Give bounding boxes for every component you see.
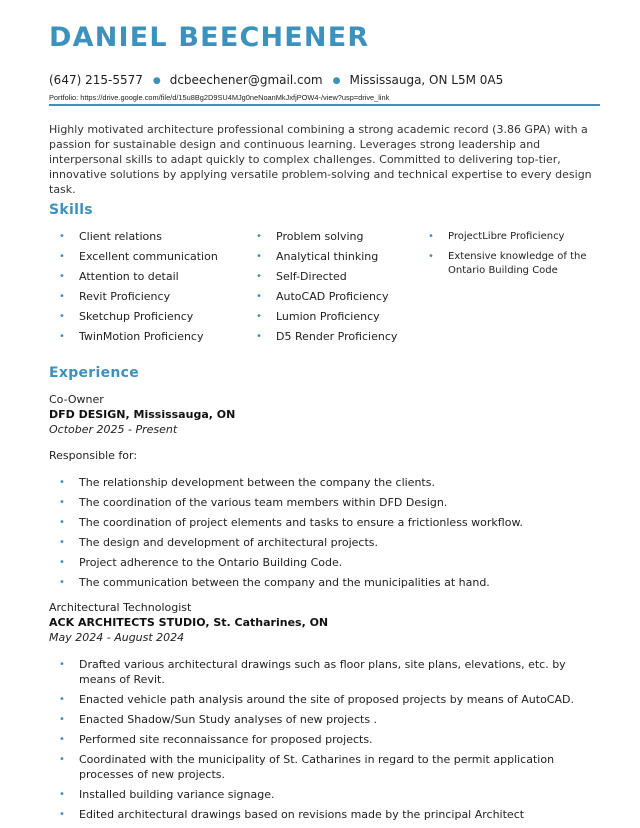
skills-column-1: [49, 229, 249, 349]
job-bullet: • The coordination of the various team members within DFD Design.: [49, 495, 605, 510]
job-bullet: • Installed building variance signage.: [49, 787, 605, 802]
skill-item: • D5 Render Proficiency: [246, 329, 426, 349]
job-header-ack: [49, 600, 328, 645]
job-bullet: • The design and development of architectural projects.: [49, 535, 605, 550]
header-divider: [49, 104, 600, 106]
professional-summary: Highly motivated architecture professional combining a strong academic record (3.86 GPA) with a passion for sustainable design and continuous learning. Leverages strong leadership and interpersonal skills to adapt quickly to complex challenges. Committed to delivering top-tier, innovative solutions by applying versatile problem-solving and technical expertise to every design task.: [49, 123, 592, 196]
skill-item: • Revit Proficiency: [49, 289, 249, 309]
job-bullet: • The coordination of project elements and tasks to ensure a frictionless workflow.: [49, 515, 605, 530]
skill-item: • ProjectLibre Proficiency: [418, 230, 593, 250]
skill-item: • Lumion Proficiency: [246, 309, 426, 329]
skill-item: • Sketchup Proficiency: [49, 309, 249, 329]
skill-item: • Attention to detail: [49, 269, 249, 289]
job-title: Co-Owner: [49, 393, 104, 406]
contact-line: [49, 73, 503, 87]
bullet-separator-icon: ●: [332, 76, 341, 86]
job-bullet: • Project adherence to the Ontario Building Code.: [49, 555, 605, 570]
candidate-name: DANIEL BEECHENER: [49, 22, 370, 53]
job-bullet: • Drafted various architectural drawings such as floor plans, site plans, elevations, etc. by means of Revit.: [49, 657, 605, 687]
skill-item: • AutoCAD Proficiency: [246, 289, 426, 309]
responsibilities-intro: Responsible for:: [49, 449, 138, 462]
phone-number: (647) 215-5577: [49, 73, 143, 87]
skill-item: • Excellent communication: [49, 249, 249, 269]
job-header-dfd: [49, 392, 235, 437]
job-dates: May 2024 - August 2024: [49, 631, 185, 644]
skill-item: • Analytical thinking: [246, 249, 426, 269]
job-bullet: • Enacted vehicle path analysis around the site of proposed projects by means of AutoCAD.: [49, 692, 605, 707]
location: Mississauga, ON L5M 0A5: [349, 73, 504, 87]
experience-heading: Experience: [49, 365, 140, 381]
job-company: ACK ARCHITECTS STUDIO, St. Catharines, ON: [49, 616, 329, 629]
skill-item: • Self-Directed: [246, 269, 426, 289]
skill-item: • Client relations: [49, 229, 249, 249]
skills-column-2: [246, 229, 426, 349]
job-company: DFD DESIGN, Mississauga, ON: [49, 408, 236, 421]
portfolio-link[interactable]: Portfolio: https://drive.google.com/file/d/15u8Bg2D9SU4MJg0neNoanMkJxfjPOW4-/view?usp=drive_link: [49, 93, 390, 102]
job-bullet: • The relationship development between the company the clients.: [49, 475, 605, 490]
job-dates: October 2025 - Present: [49, 423, 178, 436]
job-bullet: • Enacted Shadow/Sun Study analyses of new projects .: [49, 712, 605, 727]
skills-heading: Skills: [49, 202, 93, 218]
bullet-separator-icon: ●: [152, 76, 161, 86]
job-bullet: • Edited architectural drawings based on revisions made by the principal Architect: [49, 807, 605, 822]
job-title: Architectural Technologist: [49, 601, 192, 614]
skill-item: • Extensive knowledge of the Ontario Building Code: [418, 250, 593, 280]
job-bullets-dfd: [49, 475, 605, 595]
job-bullets-ack: [49, 657, 605, 827]
skills-column-3: [418, 230, 593, 280]
job-bullet: • The communication between the company and the municipalities at hand.: [49, 575, 605, 590]
job-bullet: • Coordinated with the municipality of St. Catharines in regard to the permit application processes of new projects.: [49, 752, 605, 782]
skill-item: • Problem solving: [246, 229, 426, 249]
skill-item: • TwinMotion Proficiency: [49, 329, 249, 349]
job-bullet: • Performed site reconnaissance for proposed projects.: [49, 732, 605, 747]
email-address[interactable]: dcbeechener@gmail.com: [169, 73, 323, 87]
